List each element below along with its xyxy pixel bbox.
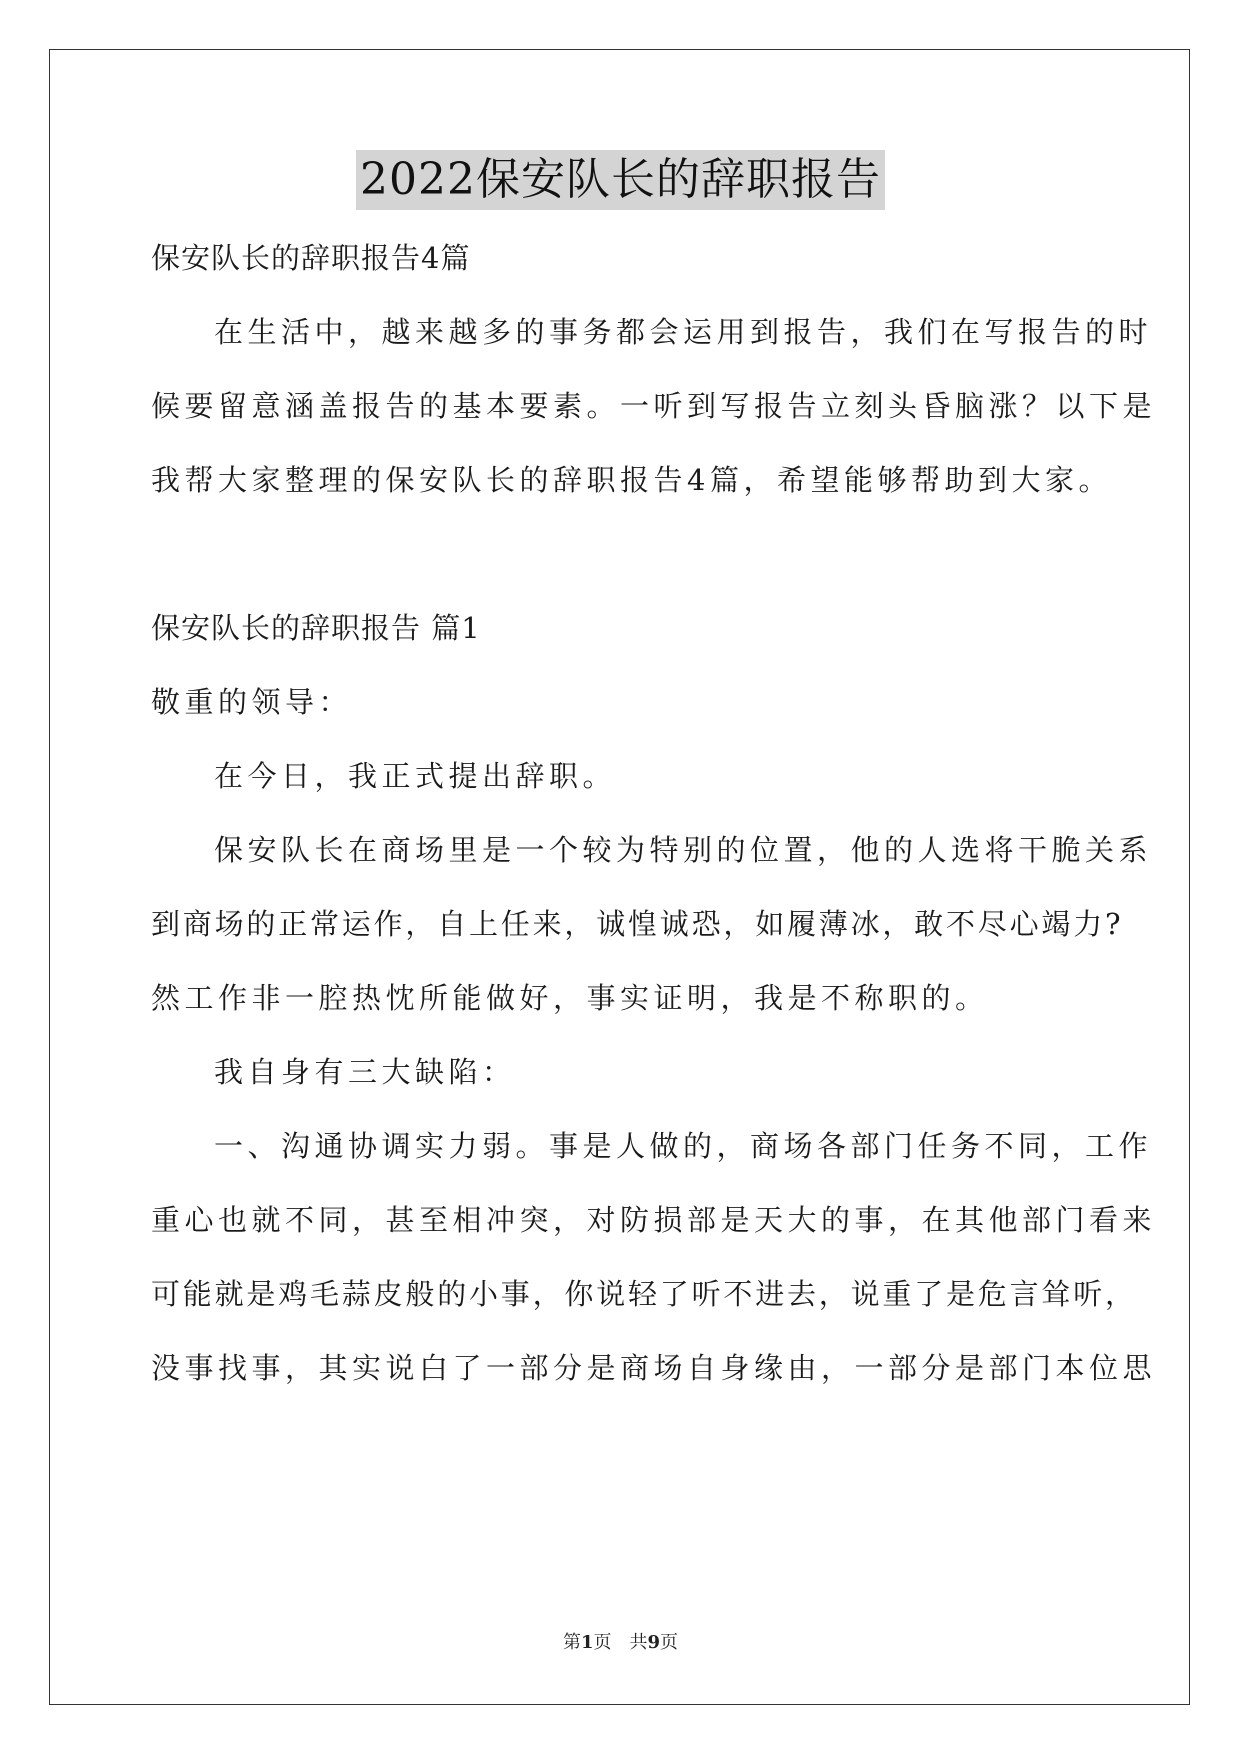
current-page-number: 1 xyxy=(580,1632,594,1653)
document-subtitle: 保安队长的辞职报告4篇 xyxy=(151,241,471,275)
document-title: 2022保安队长的辞职报告 xyxy=(356,150,885,210)
body-line: 在今日，我正式提出辞职。 xyxy=(214,759,617,793)
page-border xyxy=(49,49,1190,1705)
body-line: 一、沟通协调实力弱。事是人做的，商场各部门任务不同，工作 xyxy=(214,1129,1153,1163)
intro-line: 我帮大家整理的保安队长的辞职报告4篇，希望能够帮助到大家。 xyxy=(151,463,1112,497)
body-line: 然工作非一腔热忱所能做好，事实证明，我是不称职的。 xyxy=(151,981,989,1015)
footer-prefix: 第 xyxy=(562,1632,581,1653)
body-line: 到商场的正常运作，自上任来，诚惶诚恐，如履薄冰，敢不尽心竭力? xyxy=(151,907,1124,941)
intro-line: 候要留意涵盖报告的基本要素。一听到写报告立刻头昏脑涨？以下是 xyxy=(151,389,1157,423)
salutation: 敬重的领导： xyxy=(151,685,353,719)
body-line: 重心也就不同，甚至相冲突，对防损部是天大的事，在其他部门看来 xyxy=(151,1203,1157,1237)
total-page-number: 9 xyxy=(647,1632,661,1653)
body-line: 没事找事，其实说白了一部分是商场自身缘由，一部分是部门本位思 xyxy=(151,1351,1157,1385)
footer-suffix: 页 xyxy=(660,1632,679,1653)
section-heading: 保安队长的辞职报告 篇1 xyxy=(151,611,481,645)
page-footer xyxy=(0,1628,1241,1654)
title-container xyxy=(0,150,1241,210)
body-line: 可能就是鸡毛蒜皮般的小事，你说轻了听不进去，说重了是危言耸听， xyxy=(151,1277,1137,1311)
body-line: 我自身有三大缺陷： xyxy=(214,1055,516,1089)
footer-mid: 页 共 xyxy=(593,1632,648,1653)
body-line: 保安队长在商场里是一个较为特别的位置，他的人选将干脆关系 xyxy=(214,833,1153,867)
intro-line: 在生活中，越来越多的事务都会运用到报告，我们在写报告的时 xyxy=(214,315,1153,349)
